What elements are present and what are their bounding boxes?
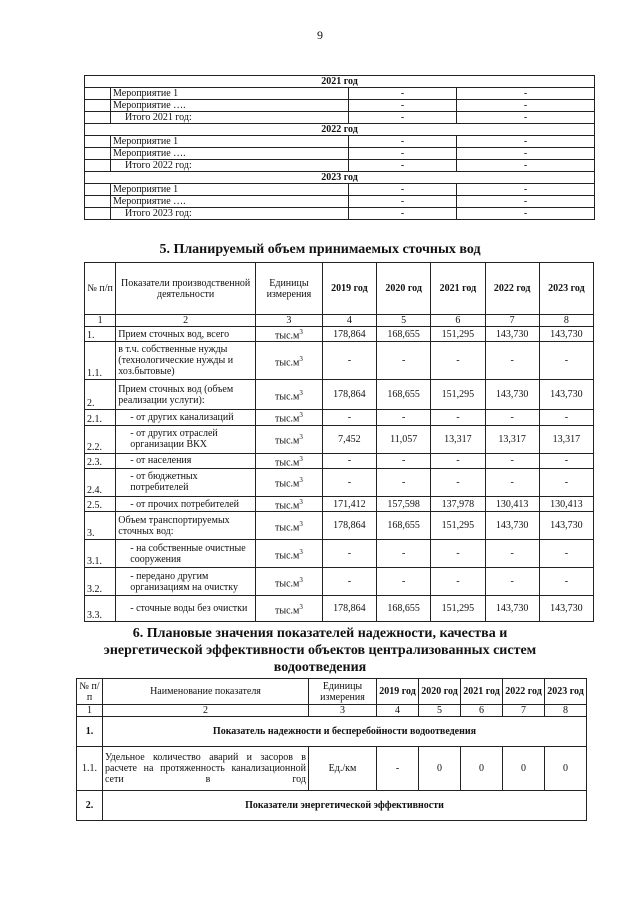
- event-name: Мероприятие 1: [111, 184, 349, 196]
- row-value: 143,730: [539, 512, 593, 540]
- t6-header-2022: 2022 год: [503, 679, 545, 705]
- event-value-2: -: [457, 184, 595, 196]
- event-value-2: -: [457, 208, 595, 220]
- row-number: 3.3.: [85, 596, 116, 622]
- row-value: 143,730: [485, 596, 539, 622]
- row-unit-sup: 3: [299, 388, 303, 397]
- row-number: 2.4.: [85, 468, 116, 496]
- row-unit-text: тыс.м: [274, 577, 300, 589]
- row-indicator: - от других отраслей организации ВКХ: [116, 425, 256, 453]
- row-value: -: [431, 540, 485, 568]
- t6-row11-name: Удельное количество аварий и засоров в расчете на протяженность канализационной сети в год: [103, 747, 309, 791]
- row-unit: [256, 380, 323, 410]
- t6-section2-no: 2.: [77, 791, 103, 821]
- row-unit-sup: 3: [299, 328, 303, 336]
- event-row-spacer: [85, 112, 111, 124]
- event-row: [85, 100, 595, 112]
- row-value: 151,295: [431, 512, 485, 540]
- table-row: [85, 568, 594, 596]
- row-unit-text: тыс.м: [274, 549, 300, 561]
- row-value: 143,730: [539, 380, 593, 410]
- t6-header-name: Наименование показателя: [103, 679, 309, 705]
- header-2021: 2021 год: [431, 263, 485, 315]
- row-indicator: - от прочих потребителей: [116, 496, 256, 511]
- row-value: -: [322, 468, 376, 496]
- row-value: -: [485, 468, 539, 496]
- row-value: 151,295: [431, 596, 485, 622]
- row-number: 2.: [85, 380, 116, 410]
- header-2020: 2020 год: [377, 263, 431, 315]
- row-unit-text: тыс.м: [274, 604, 300, 616]
- column-number: 5: [377, 315, 431, 327]
- row-value: -: [322, 410, 376, 425]
- column-number: 5: [419, 705, 461, 717]
- row-value: -: [431, 342, 485, 380]
- indicators-table: [76, 678, 587, 821]
- t6-row11-2022: 0: [503, 747, 545, 791]
- row-value: -: [485, 342, 539, 380]
- header-2023: 2023 год: [539, 263, 593, 315]
- column-number: 4: [377, 705, 419, 717]
- row-indicator: - от бюджетных потребителей: [116, 468, 256, 496]
- table-row: [85, 596, 594, 622]
- row-unit: [256, 596, 323, 622]
- event-total-name: Итого 2022 год:: [111, 160, 349, 172]
- row-number: 2.5.: [85, 496, 116, 511]
- event-value-1: -: [349, 184, 457, 196]
- event-row: [85, 208, 595, 220]
- t6-row11-2023: 0: [545, 747, 587, 791]
- table-row: [85, 410, 594, 425]
- row-unit-sup: 3: [299, 575, 303, 584]
- row-unit: [256, 568, 323, 596]
- table-row: [85, 342, 594, 380]
- t6-row11-2019: -: [377, 747, 419, 791]
- t6-header-2021: 2021 год: [461, 679, 503, 705]
- row-value: -: [322, 453, 376, 468]
- event-name: Мероприятие 1: [111, 136, 349, 148]
- row-unit-text: тыс.м: [274, 500, 300, 512]
- row-value: 178,864: [322, 512, 376, 540]
- row-value: -: [539, 453, 593, 468]
- row-value: 157,598: [377, 496, 431, 511]
- row-unit-sup: 3: [299, 547, 303, 556]
- t6-header-no: № п/п: [77, 679, 103, 705]
- row-value: -: [485, 568, 539, 596]
- row-value: -: [377, 453, 431, 468]
- table-row: [85, 380, 594, 410]
- row-value: -: [431, 468, 485, 496]
- event-row-spacer: [85, 148, 111, 160]
- row-value: 168,655: [377, 596, 431, 622]
- row-value: 143,730: [539, 596, 593, 622]
- row-value: 171,412: [322, 496, 376, 511]
- row-unit-text: тыс.м: [274, 413, 300, 425]
- section6-title-line3: водоотведения: [273, 660, 367, 675]
- row-unit-sup: 3: [299, 411, 303, 420]
- event-total-name: Итого 2023 год:: [111, 208, 349, 220]
- row-number: 1.1.: [85, 342, 116, 380]
- row-indicator: - передано другим организациям на очистку: [116, 568, 256, 596]
- row-value: 143,730: [539, 327, 593, 342]
- row-indicator: Объем транспортируемых сточных вод:: [116, 512, 256, 540]
- row-value: -: [539, 410, 593, 425]
- row-unit: [256, 512, 323, 540]
- row-number: 2.1.: [85, 410, 116, 425]
- row-indicator: Прием сточных вод, всего: [116, 327, 256, 342]
- event-row: [85, 112, 595, 124]
- table-row: [85, 327, 594, 342]
- row-value: 11,057: [377, 425, 431, 453]
- t6-header-2019: 2019 год: [377, 679, 419, 705]
- column-number: 4: [322, 315, 376, 327]
- event-name: Мероприятие ….: [111, 148, 349, 160]
- row-number: 2.2.: [85, 425, 116, 453]
- column-number: 2: [116, 315, 256, 327]
- row-unit: [256, 327, 323, 342]
- table-row: [85, 425, 594, 453]
- event-row-spacer: [85, 88, 111, 100]
- row-value: 130,413: [539, 496, 593, 511]
- row-unit-text: тыс.м: [274, 435, 300, 447]
- table-row: [85, 468, 594, 496]
- event-value-2: -: [457, 148, 595, 160]
- wastewater-table: [84, 262, 594, 622]
- header-no: № п/п: [85, 263, 116, 315]
- row-value: 178,864: [322, 380, 376, 410]
- year-header: 2021 год: [85, 76, 595, 88]
- row-number: 3.1.: [85, 540, 116, 568]
- row-value: -: [322, 342, 376, 380]
- row-value: -: [377, 568, 431, 596]
- t6-row11-2021: 0: [461, 747, 503, 791]
- event-value-1: -: [349, 112, 457, 124]
- event-value-2: -: [457, 160, 595, 172]
- row-value: 168,655: [377, 380, 431, 410]
- page-number: 9: [317, 28, 323, 42]
- event-value-1: -: [349, 160, 457, 172]
- t6-section2-title: Показатели энергетической эффективности: [103, 791, 587, 821]
- row-value: 137,978: [431, 496, 485, 511]
- row-value: 178,864: [322, 327, 376, 342]
- row-number: 3.2.: [85, 568, 116, 596]
- row-value: -: [431, 410, 485, 425]
- row-unit: [256, 342, 323, 380]
- column-number: 8: [539, 315, 593, 327]
- row-value: -: [431, 568, 485, 596]
- event-row: [85, 160, 595, 172]
- t6-header-2023: 2023 год: [545, 679, 587, 705]
- row-unit-text: тыс.м: [274, 356, 300, 368]
- row-unit-text: тыс.м: [274, 478, 300, 490]
- t6-header-unit: Единицы измерения: [309, 679, 377, 705]
- event-name: Мероприятие ….: [111, 196, 349, 208]
- year-header: 2023 год: [85, 172, 595, 184]
- event-row: [85, 184, 595, 196]
- row-value: -: [485, 410, 539, 425]
- year-header: 2022 год: [85, 124, 595, 136]
- row-unit-sup: 3: [299, 432, 303, 441]
- event-row-spacer: [85, 196, 111, 208]
- column-number: 2: [103, 705, 309, 717]
- column-number: 1: [85, 315, 116, 327]
- row-unit-sup: 3: [299, 519, 303, 528]
- event-name: Мероприятие 1: [111, 88, 349, 100]
- section5-title: 5. Планируемый объем принимаемых сточных вод: [159, 242, 481, 257]
- row-unit-sup: 3: [299, 354, 303, 363]
- row-value: 13,317: [431, 425, 485, 453]
- event-row: [85, 196, 595, 208]
- row-unit-text: тыс.м: [274, 390, 300, 402]
- event-value-2: -: [457, 196, 595, 208]
- row-unit: [256, 468, 323, 496]
- section6-title-line1: 6. Плановые значения показателей надежности, качества и: [132, 626, 508, 641]
- event-row-spacer: [85, 208, 111, 220]
- column-number: 3: [256, 315, 323, 327]
- row-indicator: - от других канализаций: [116, 410, 256, 425]
- row-unit-sup: 3: [299, 497, 303, 506]
- section6-title: [0, 625, 640, 676]
- row-indicator: Прием сточных вод (объем реализации услуги):: [116, 380, 256, 410]
- events-table: [84, 75, 595, 220]
- event-total-name: Итого 2021 год:: [111, 112, 349, 124]
- row-unit: [256, 410, 323, 425]
- column-number: 6: [431, 315, 485, 327]
- row-unit-text: тыс.м: [274, 521, 300, 533]
- row-value: -: [539, 342, 593, 380]
- event-value-2: -: [457, 136, 595, 148]
- t6-row11-2020: 0: [419, 747, 461, 791]
- event-value-2: -: [457, 112, 595, 124]
- row-indicator: - сточные воды без очистки: [116, 596, 256, 622]
- column-number: 7: [503, 705, 545, 717]
- row-value: -: [431, 453, 485, 468]
- event-value-1: -: [349, 100, 457, 112]
- header-2022: 2022 год: [485, 263, 539, 315]
- row-unit-sup: 3: [299, 602, 303, 611]
- t6-row11-unit: Ед./км: [309, 747, 377, 791]
- row-number: 3.: [85, 512, 116, 540]
- column-number: 3: [309, 705, 377, 717]
- event-row-spacer: [85, 136, 111, 148]
- row-value: 7,452: [322, 425, 376, 453]
- column-number: 8: [545, 705, 587, 717]
- row-unit: [256, 453, 323, 468]
- event-row-spacer: [85, 100, 111, 112]
- header-indicator: Показатели производственной деятельности: [116, 263, 256, 315]
- row-value: -: [539, 568, 593, 596]
- header-unit: Единицы измерения: [256, 263, 323, 315]
- row-value: -: [322, 568, 376, 596]
- row-value: -: [485, 453, 539, 468]
- t6-row11-no: 1.1.: [77, 747, 103, 791]
- column-number: 7: [485, 315, 539, 327]
- event-name: Мероприятие ….: [111, 100, 349, 112]
- row-unit-sup: 3: [299, 476, 303, 485]
- row-value: 13,317: [485, 425, 539, 453]
- row-value: 13,317: [539, 425, 593, 453]
- row-unit: [256, 540, 323, 568]
- row-indicator: - от населения: [116, 453, 256, 468]
- row-value: 143,730: [485, 380, 539, 410]
- table-row: [85, 496, 594, 511]
- row-value: -: [322, 540, 376, 568]
- event-value-1: -: [349, 208, 457, 220]
- row-value: -: [485, 540, 539, 568]
- row-number: 2.3.: [85, 453, 116, 468]
- row-unit: [256, 425, 323, 453]
- row-value: -: [377, 342, 431, 380]
- table-row: [85, 540, 594, 568]
- event-value-1: -: [349, 148, 457, 160]
- event-value-2: -: [457, 100, 595, 112]
- event-value-2: -: [457, 88, 595, 100]
- event-row-spacer: [85, 184, 111, 196]
- row-indicator: в т.ч. собственные нужды (технологические нужды и хоз.бытовые): [116, 342, 256, 380]
- row-value: 151,295: [431, 327, 485, 342]
- row-value: -: [377, 540, 431, 568]
- row-value: 151,295: [431, 380, 485, 410]
- row-value: -: [377, 468, 431, 496]
- table-row: [85, 453, 594, 468]
- row-unit-text: тыс.м: [274, 330, 300, 342]
- row-value: -: [377, 410, 431, 425]
- t6-header-2020: 2020 год: [419, 679, 461, 705]
- row-value: 143,730: [485, 512, 539, 540]
- event-value-1: -: [349, 136, 457, 148]
- event-value-1: -: [349, 88, 457, 100]
- event-row: [85, 136, 595, 148]
- row-unit: [256, 496, 323, 511]
- section6-title-line2: энергетической эффективности объектов централизованных систем: [103, 643, 537, 658]
- header-2019: 2019 год: [322, 263, 376, 315]
- column-number: 6: [461, 705, 503, 717]
- row-value: 168,655: [377, 512, 431, 540]
- column-number: 1: [77, 705, 103, 717]
- event-row: [85, 148, 595, 160]
- row-value: 143,730: [485, 327, 539, 342]
- t6-section1-title: Показатель надежности и бесперебойности водоотведения: [103, 717, 587, 747]
- event-row: [85, 88, 595, 100]
- row-value: 168,655: [377, 327, 431, 342]
- row-value: 178,864: [322, 596, 376, 622]
- table-row: [85, 512, 594, 540]
- row-value: -: [539, 468, 593, 496]
- event-value-1: -: [349, 196, 457, 208]
- row-unit-sup: 3: [299, 454, 303, 463]
- row-value: 130,413: [485, 496, 539, 511]
- row-number: 1.: [85, 327, 116, 342]
- row-value: -: [539, 540, 593, 568]
- event-row-spacer: [85, 160, 111, 172]
- row-indicator: - на собственные очистные сооружения: [116, 540, 256, 568]
- t6-section1-no: 1.: [77, 717, 103, 747]
- row-unit-text: тыс.м: [274, 456, 300, 468]
